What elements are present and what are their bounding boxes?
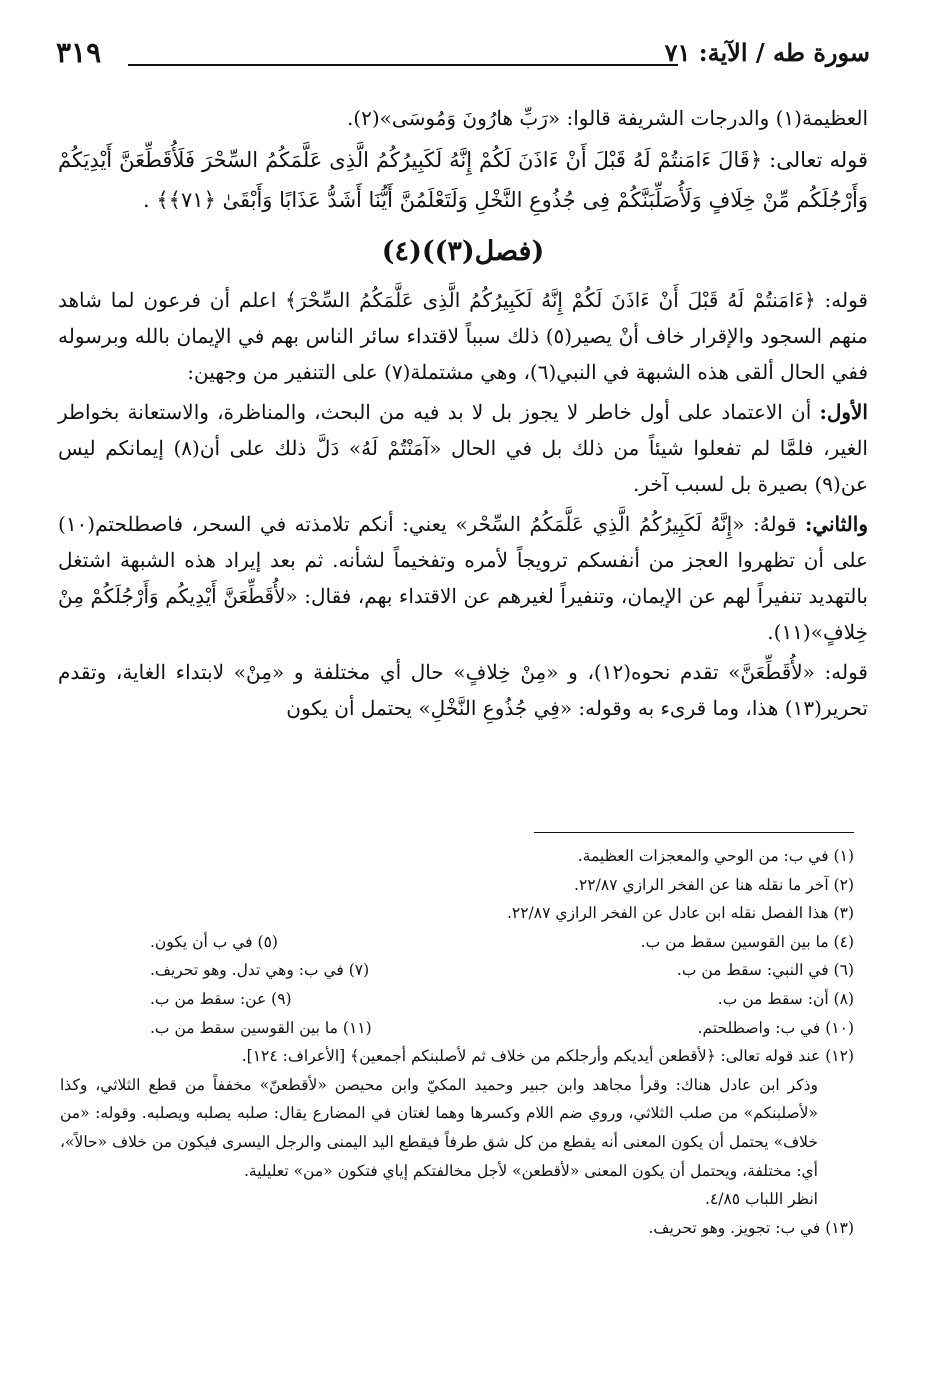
footnote-12-detail: وذكر ابن عادل هناك: وقرأ مجاهد وابن جبير وحميد المكيّ وابن محيصن «لأقطعنّ» مخففاً من قطع الثلاثي، وكذا «لأصلبنكم» من صلب الثلاثي، وروي ضم اللام وكسرها وهما لغتان في المضارع يقال: صلبه يصلبه ويصلبه. وقوله: «من خلاف» يحتمل أن يكون المعنى أنه يقطع من كل شق طرفاً فيقطع اليد اليمنى والرجل اليسرى فيكون من خلاف «حالاً»، أي: مختلفة، ويحتمل أن يكون المعنى «لأقطعن» لأجل مخالفتكم إياي فتكون «من» تعليلية. (60, 1075, 818, 1180)
page-number: ٣١٩ (56, 36, 102, 69)
footnote-separator (534, 832, 854, 833)
footnote-11: (١١) ما بين القوسين سقط من ب. (150, 1018, 372, 1037)
first-point-text: أن الاعتماد على أول خاطر لا يجوز بل لا بد فيه من البحث، والمناظرة، والاستعانة بخواطر الغير، فلمَّا لم تفعلوا شيئاً من ذلك بل في الحال «آمَنْتُمْ لَهُ» دَلَّ ذلك على أن(٨) إيمانكم ليس عن(٩) بصيرة بل لسبب آخر. (58, 400, 868, 496)
footnote-2: (٢) آخر ما نقله هنا عن الفخر الرازي ٢٢/٨٧. (574, 875, 854, 894)
footnote-row (60, 928, 854, 957)
paragraph-second-point (58, 506, 868, 650)
footnote-12: (١٢) عند قوله تعالى: ﴿لأقطعن أيديكم وأرجلكم من خلاف ثم لأصلبنكم أجمعين﴾ [الأعراف: ١٢٤]. (241, 1047, 854, 1066)
footnote-9: (٩) عن: سقط من ب. (150, 989, 292, 1008)
footnotes (60, 842, 854, 1242)
footnote-1: (١) في ب: من الوحي والمعجزات العظيمة. (577, 847, 854, 865)
footnote-row (60, 985, 854, 1014)
footnote-10: (١٠) في ب: واصطلحتم. (697, 1018, 854, 1037)
surah-verse-title: سورة طه / الآية: ٧١ (664, 38, 870, 67)
page-header (56, 34, 870, 70)
footnote-13: (١٣) في ب: تجويز. وهو تحريف. (648, 1218, 854, 1237)
footnote-8: (٨) أن: سقط من ب. (717, 989, 854, 1008)
paragraph-first-point (58, 394, 868, 502)
footnote-6: (٦) في النبي: سقط من ب. (676, 961, 854, 980)
footnote-row (60, 956, 854, 985)
first-point-label: الأول: (819, 400, 868, 424)
second-point-text: قولهُ: «إِنَّهُ لَكَبِيرُكُمُ الَّذِي عَلَّمَكُمُ السِّحْر» يعني: أنكم تلامذته في السحر، فاصطلحتم(١٠) على أن تظهروا العجز من أنفسكم ترويجاً لأمره وتفخيماً لشأنه. ثم بعد إيراد هذه الشبهة اشتغل بالتهديد تنفيراً لهم عن الإيمان، وتنفيراً لغيرهم عن الاقتداء بهم، فقال: «لأُقَطِّعَنَّ أَيْدِيكُم وَأَرْجُلَكُمْ مِنْ خِلافٍ»(١١). (58, 512, 868, 644)
footnote-12-reference: انظر اللباب ٤/٨٥. (704, 1190, 818, 1209)
paragraph-1: العظيمة(١) والدرجات الشريفة قالوا: «رَبِّ هارُونَ وَمُوسَى»(٢). (346, 106, 868, 130)
footnote-row (60, 1014, 854, 1043)
section-heading: (فصل(٣))(٤) (381, 236, 545, 267)
verse-paragraph: قوله تعالى: ﴿قَالَ ءَامَنتُمْ لَهُ قَبْلَ أَنْ ءَاذَنَ لَكُمْ إِنَّهُ لَكَبِيرُكُمُ الَّذِى عَلَّمَكُمُ السِّحْرَ فَلَأُقَطِّعَنَّ أَيْدِيَكُمْ وَأَرْجُلَكُم مِّنْ خِلَافٍ وَلَأُصَلِّبَنَّكُمْ فِى جُذُوعِ النَّخْلِ وَلَتَعْلَمُنَّ أَيُّنَا أَشَدُّ عَذَابًا وَأَبْقَىٰ ﴿٧١﴾﴾ . (58, 148, 868, 212)
paragraph-3: قوله: ﴿ءَامَنتُمْ لَهُ قَبْلَ أَنْ ءَاذَنَ لَكُمْ إِنَّهُ لَكَبِيرُكُمُ الَّذِى عَلَّمَكُمُ السِّحْرَ﴾ اعلم أن فرعون لما شاهد منهم السجود والإقرار خاف أنْ يصير(٥) ذلك سبباً لاقتداء سائر الناس بهم في الإيمان بالله وبرسوله ففي الحال ألقى هذه الشبهة في النبي(٦)، وهي مشتملة(٧) على التنفير من وجهين: (58, 288, 868, 384)
footnote-3: (٣) هذا الفصل نقله ابن عادل عن الفخر الرازي ٢٢/٨٧. (506, 904, 854, 923)
main-text (58, 100, 868, 726)
second-point-label: والثاني: (804, 512, 868, 536)
header-rule (128, 64, 678, 66)
footnote-7: (٧) في ب: وهي تدل. وهو تحريف. (150, 961, 370, 980)
paragraph-6: قوله: «لأُقَطِّعَنَّ» تقدم نحوه(١٢)، و «مِنْ خِلافٍ» حال أي مختلفة و «مِنْ» لابتداء الغاية، وتقدم تحرير(١٣) هذا، وما قرىء به وقوله: «فِي جُذُوعِ النَّخْلِ» يحتمل أن يكون (58, 660, 868, 720)
footnote-4: (٤) ما بين القوسين سقط من ب. (640, 932, 854, 951)
footnote-5: (٥) في ب أن يكون. (150, 932, 278, 951)
